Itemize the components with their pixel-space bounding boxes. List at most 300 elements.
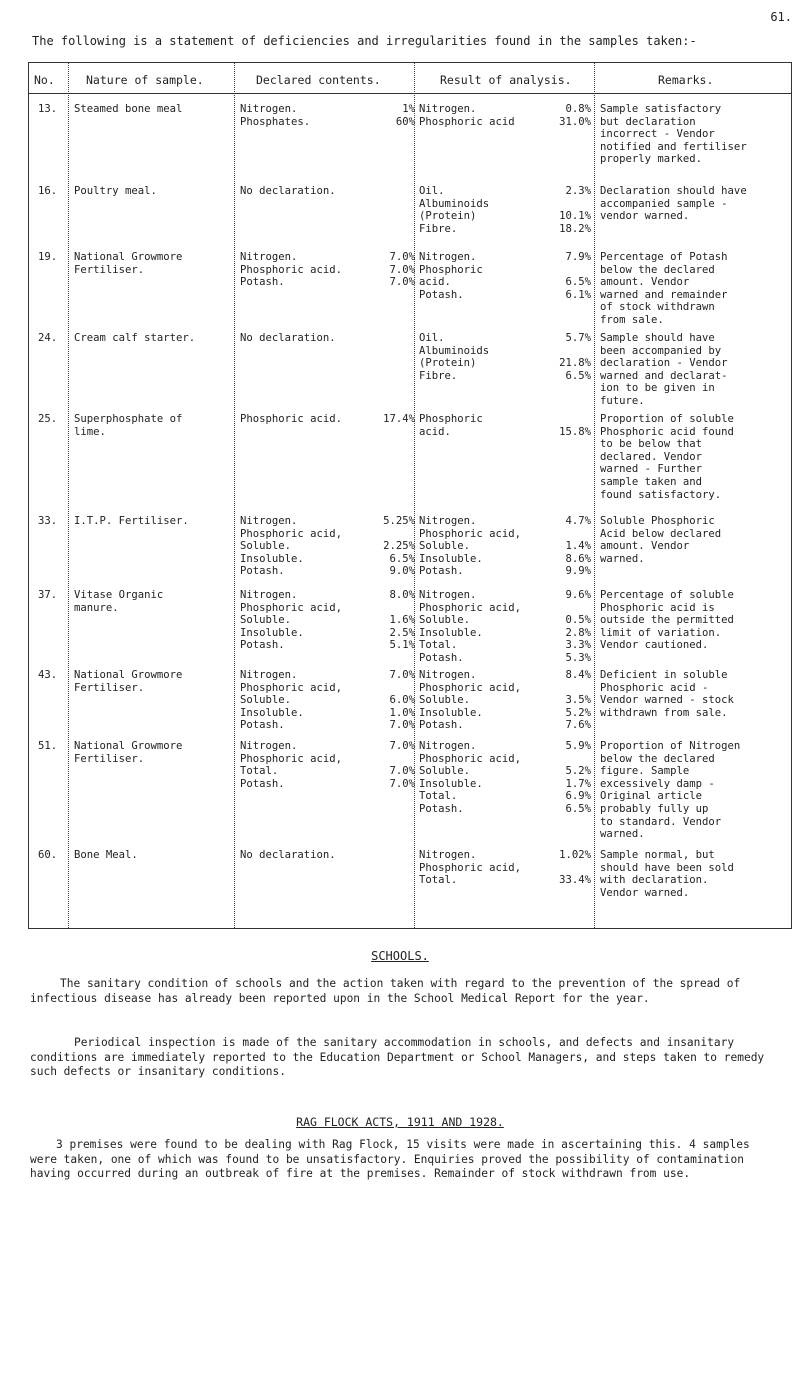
value-pair — [419, 251, 591, 264]
value-pair — [240, 753, 415, 766]
value-pair — [419, 874, 591, 887]
cell-line: warned and declarat- — [600, 369, 728, 382]
item-value: 6.5% — [565, 276, 591, 289]
cell-line: warned and remainder — [600, 288, 728, 301]
item-label: Insoluble. — [419, 706, 483, 719]
remarks — [600, 849, 790, 899]
cell-line: National Growmore — [74, 740, 183, 752]
item-value: 1.0% — [389, 706, 415, 719]
value-pair — [240, 765, 415, 778]
item-value: 2.25% — [383, 540, 415, 553]
item-value: 9.6% — [565, 589, 591, 601]
value-pair — [419, 198, 591, 211]
cell-line: Fertiliser. — [74, 681, 145, 694]
cell-line: declared. Vendor — [600, 450, 703, 463]
sample-nature — [74, 740, 234, 765]
sample-nature — [74, 185, 234, 198]
value-pair — [240, 565, 415, 578]
item-label: No declaration. — [240, 332, 336, 344]
item-value: 5.9% — [565, 740, 591, 752]
item-label: Phosphoric acid, — [419, 601, 522, 614]
value-pair — [419, 345, 591, 358]
value-pair — [419, 849, 591, 862]
item-value: 9.0% — [389, 565, 415, 578]
item-value: 8.0% — [389, 589, 415, 601]
value-pair — [240, 719, 415, 732]
declared-contents — [240, 332, 415, 345]
analysis-result — [419, 515, 591, 578]
item-label: Phosphoric — [419, 263, 483, 276]
sample-nature — [74, 103, 234, 116]
item-label: Insoluble. — [240, 626, 304, 639]
value-pair — [419, 426, 591, 439]
cell-line: declaration - Vendor — [600, 357, 728, 370]
item-label: Nitrogen. — [240, 589, 298, 601]
cell-line: vendor warned. — [600, 210, 690, 223]
cell-line: Deficient in soluble — [600, 669, 728, 681]
sample-number: 37. — [38, 589, 58, 601]
declared-contents — [240, 740, 415, 790]
value-pair — [240, 515, 415, 528]
remarks — [600, 251, 790, 327]
remarks — [600, 413, 790, 501]
value-pair — [419, 790, 591, 803]
cell-line: Phosphoric acid found — [600, 425, 734, 438]
value-pair — [240, 264, 415, 277]
cell-line: incorrect - Vendor — [600, 128, 715, 141]
item-label: Nitrogen. — [240, 103, 298, 115]
samples-table — [28, 62, 792, 929]
cell-line: future. — [600, 394, 645, 407]
value-pair — [419, 589, 591, 602]
sample-number: 60. — [38, 849, 58, 861]
cell-line: found satisfactory. — [600, 488, 722, 501]
item-label: Phosphoric acid. — [240, 413, 343, 425]
item-value: 15.8% — [559, 425, 591, 438]
item-value: 7.0% — [389, 251, 415, 263]
declared-contents — [240, 589, 415, 652]
value-pair — [240, 528, 415, 541]
item-value: 5.2% — [565, 706, 591, 719]
value-pair — [240, 639, 415, 652]
item-value: 3.5% — [565, 694, 591, 707]
item-value: 5.25% — [383, 515, 415, 527]
sample-number: 33. — [38, 515, 58, 527]
value-pair — [419, 264, 591, 277]
cell-line: notified and fertiliser — [600, 140, 747, 153]
sample-number: 13. — [38, 103, 58, 115]
value-pair — [419, 528, 591, 541]
value-pair — [240, 103, 415, 116]
analysis-result — [419, 185, 591, 235]
cell-line: manure. — [74, 601, 119, 614]
analysis-result — [419, 332, 591, 382]
item-label: Total. — [419, 639, 458, 652]
cell-line: limit of variation. — [600, 626, 722, 639]
value-pair — [419, 332, 591, 345]
cell-line: warned. — [600, 828, 645, 841]
item-label: Soluble. — [240, 694, 292, 707]
cell-line: accompanied sample - — [600, 197, 728, 210]
value-pair — [240, 614, 415, 627]
header-no: No. — [34, 73, 55, 87]
cell-line: Soluble Phosphoric — [600, 515, 715, 527]
sample-number: 43. — [38, 669, 58, 681]
value-pair — [240, 694, 415, 707]
analysis-result — [419, 849, 591, 887]
item-value: 7.9% — [565, 251, 591, 263]
item-label: Phosphates. — [240, 115, 311, 128]
item-label: Oil. — [419, 332, 445, 344]
item-label: Total. — [240, 765, 279, 778]
header-rule — [28, 93, 792, 94]
value-pair — [419, 803, 591, 816]
header-declared: Declared contents. — [256, 73, 381, 87]
item-label: Potash. — [419, 719, 464, 732]
item-value: 7.0% — [389, 719, 415, 732]
cell-line: Vendor cautioned. — [600, 639, 709, 652]
item-label: Fibre. — [419, 369, 458, 382]
item-value: 6.9% — [565, 790, 591, 803]
item-value: 8.4% — [565, 669, 591, 681]
sample-nature — [74, 589, 234, 614]
analysis-result — [419, 413, 591, 438]
item-label: Insoluble. — [419, 552, 483, 565]
sample-number: 16. — [38, 185, 58, 197]
item-value: 6.5% — [389, 552, 415, 565]
value-pair — [240, 682, 415, 695]
remarks — [600, 332, 790, 408]
item-label: No declaration. — [240, 185, 336, 197]
cell-line: amount. Vendor — [600, 540, 690, 553]
declared-contents — [240, 251, 415, 289]
sample-nature — [74, 332, 234, 345]
value-pair — [240, 849, 415, 862]
item-label: Phosphoric acid. — [240, 263, 343, 276]
cell-line: Sample satisfactory — [600, 103, 722, 115]
item-value: 1% — [402, 103, 415, 115]
item-label: acid. — [419, 276, 451, 289]
sample-nature — [74, 251, 234, 276]
value-pair — [419, 223, 591, 236]
cell-line: Steamed bone meal — [74, 103, 183, 115]
declared-contents — [240, 669, 415, 732]
item-value: 5.7% — [565, 332, 591, 344]
value-pair — [419, 413, 591, 426]
cell-line: Acid below declared — [600, 527, 722, 540]
item-value: 17.4% — [383, 413, 415, 425]
value-pair — [419, 553, 591, 566]
value-pair — [419, 719, 591, 732]
cell-line: Phosphoric acid is — [600, 601, 715, 614]
item-label: Nitrogen. — [419, 669, 477, 681]
cell-line: I.T.P. Fertiliser. — [74, 515, 189, 527]
value-pair — [240, 116, 415, 129]
item-value: 2.5% — [389, 626, 415, 639]
cell-line: Vendor warned. — [600, 886, 690, 899]
item-label: Potash. — [419, 565, 464, 578]
cell-line: to standard. Vendor — [600, 815, 722, 828]
item-label: Phosphoric acid, — [240, 681, 343, 694]
value-pair — [419, 276, 591, 289]
value-pair — [240, 707, 415, 720]
item-value: 5.3% — [565, 651, 591, 664]
cell-line: withdrawn from sale. — [600, 706, 728, 719]
item-value: 6.1% — [565, 288, 591, 301]
item-label: Soluble. — [419, 614, 471, 627]
schools-heading: SCHOOLS. — [371, 949, 429, 963]
item-label: (Protein) — [419, 357, 477, 370]
item-label: Nitrogen. — [419, 849, 477, 861]
item-label: Total. — [419, 790, 458, 803]
cell-line: ion to be given in — [600, 382, 715, 395]
value-pair — [419, 602, 591, 615]
declared-contents — [240, 103, 415, 128]
cell-line: properly marked. — [600, 153, 703, 166]
cell-line: below the declared — [600, 263, 715, 276]
sample-number: 24. — [38, 332, 58, 344]
item-label: Nitrogen. — [419, 589, 477, 601]
header-result: Result of analysis. — [440, 73, 572, 87]
item-label: Phosphoric — [419, 413, 483, 425]
item-value: 6.5% — [565, 369, 591, 382]
sample-nature — [74, 515, 234, 528]
item-label: Nitrogen. — [240, 515, 298, 527]
item-label: Soluble. — [240, 540, 292, 553]
rag-flock-paragraph: 3 premises were found to be dealing with Rag Flock, 15 visits were made in ascertaining this. 4 samples were taken, one of which was found to be unsatisfactory. Enquiries proved the possibility of contamination having occurred during an outbreak of fire at the premises. Remainder of stock withdrawn from use. — [30, 1138, 750, 1180]
item-label: Total. — [419, 874, 458, 887]
item-label: Phosphoric acid, — [419, 527, 522, 540]
item-value: 7.6% — [565, 719, 591, 732]
item-label: Potash. — [240, 276, 285, 289]
column-divider — [234, 63, 235, 928]
item-label: Phosphoric acid, — [240, 752, 343, 765]
item-label: Soluble. — [419, 765, 471, 778]
item-label: Potash. — [419, 802, 464, 815]
item-value: 1.6% — [389, 614, 415, 627]
value-pair — [240, 276, 415, 289]
value-pair — [419, 652, 591, 665]
item-label: Phosphoric acid, — [419, 681, 522, 694]
remarks — [600, 103, 790, 166]
cell-line: should have been sold — [600, 861, 734, 874]
item-value: 7.0% — [389, 740, 415, 752]
value-pair — [240, 553, 415, 566]
declared-contents — [240, 185, 415, 198]
item-value: 10.1% — [559, 210, 591, 223]
cell-line: amount. Vendor — [600, 276, 690, 289]
item-label: Soluble. — [419, 694, 471, 707]
column-divider — [594, 63, 595, 928]
cell-line: Sample normal, but — [600, 849, 715, 861]
item-label: Insoluble. — [240, 552, 304, 565]
item-label: Potash. — [240, 719, 285, 732]
item-value: 18.2% — [559, 222, 591, 235]
declared-contents — [240, 413, 415, 426]
value-pair — [419, 778, 591, 791]
item-label: Phosphoric acid, — [419, 861, 522, 874]
cell-line: with declaration. — [600, 874, 709, 887]
item-label: Nitrogen. — [419, 515, 477, 527]
item-value: 0.5% — [565, 614, 591, 627]
item-value: 21.8% — [559, 357, 591, 370]
item-label: No declaration. — [240, 849, 336, 861]
item-label: Potash. — [240, 565, 285, 578]
item-value: 7.0% — [389, 777, 415, 790]
remarks — [600, 185, 790, 223]
cell-line: from sale. — [600, 313, 664, 326]
cell-line: been accompanied by — [600, 344, 722, 357]
sample-number: 51. — [38, 740, 58, 752]
item-label: Insoluble. — [419, 626, 483, 639]
cell-line: excessively damp - — [600, 777, 715, 790]
item-label: acid. — [419, 425, 451, 438]
cell-line: Declaration should have — [600, 185, 747, 197]
sample-number: 19. — [38, 251, 58, 263]
item-value: 0.8% — [565, 103, 591, 115]
item-label: Phosphoric acid, — [240, 527, 343, 540]
item-value: 1.7% — [565, 777, 591, 790]
item-label: Potash. — [419, 651, 464, 664]
item-label: Albuminoids — [419, 197, 490, 210]
cell-line: Superphosphate of — [74, 413, 183, 425]
item-value: 1.4% — [565, 540, 591, 553]
remarks — [600, 740, 790, 841]
value-pair — [419, 707, 591, 720]
cell-line: Fertiliser. — [74, 263, 145, 276]
remarks — [600, 515, 790, 565]
value-pair — [419, 694, 591, 707]
cell-line: Vendor warned - stock — [600, 694, 734, 707]
value-pair — [419, 116, 591, 129]
item-value: 33.4% — [559, 874, 591, 887]
cell-line: warned - Further — [600, 463, 703, 476]
value-pair — [419, 565, 591, 578]
analysis-result — [419, 740, 591, 816]
value-pair — [419, 614, 591, 627]
cell-line: Phosphoric acid - — [600, 681, 709, 694]
item-label: Phosphoric acid, — [240, 601, 343, 614]
item-value: 7.0% — [389, 765, 415, 778]
value-pair — [419, 639, 591, 652]
value-pair — [419, 753, 591, 766]
cell-line: Sample should have — [600, 332, 715, 344]
item-label: Potash. — [240, 777, 285, 790]
sample-nature — [74, 413, 234, 438]
item-label: Nitrogen. — [419, 103, 477, 115]
cell-line: Proportion of soluble — [600, 413, 734, 425]
value-pair — [240, 540, 415, 553]
cell-line: Poultry meal. — [74, 185, 157, 197]
schools-paragraph-1: The sanitary condition of schools and the action taken with regard to the prevention of the spread of infectious disease has already been reported upon in the School Medical Report for the year. — [30, 977, 741, 1005]
value-pair — [419, 682, 591, 695]
value-pair — [240, 251, 415, 264]
analysis-result — [419, 669, 591, 732]
cell-line: Proportion of Nitrogen — [600, 740, 741, 752]
sample-nature — [74, 849, 234, 862]
table-border-left — [28, 63, 29, 928]
item-value: 31.0% — [559, 115, 591, 128]
cell-line: Vitase Organic — [74, 589, 164, 601]
cell-line: below the declared — [600, 752, 715, 765]
declared-contents — [240, 515, 415, 578]
value-pair — [419, 765, 591, 778]
value-pair — [240, 589, 415, 602]
value-pair — [419, 740, 591, 753]
value-pair — [240, 332, 415, 345]
item-value: 5.1% — [389, 639, 415, 652]
cell-line: to be below that — [600, 438, 703, 451]
cell-line: sample taken and — [600, 475, 703, 488]
item-label: (Protein) — [419, 210, 477, 223]
analysis-result — [419, 589, 591, 665]
value-pair — [419, 370, 591, 383]
item-value: 9.9% — [565, 565, 591, 578]
item-label: Potash. — [419, 288, 464, 301]
item-label: Soluble. — [419, 540, 471, 553]
value-pair — [419, 210, 591, 223]
item-value: 5.2% — [565, 765, 591, 778]
item-label: Nitrogen. — [419, 251, 477, 263]
remarks — [600, 589, 790, 652]
column-divider — [68, 63, 69, 928]
cell-line: Percentage of Potash — [600, 251, 728, 263]
value-pair — [419, 289, 591, 302]
item-label: Fibre. — [419, 222, 458, 235]
value-pair — [419, 540, 591, 553]
item-value: 60% — [395, 115, 415, 128]
value-pair — [419, 627, 591, 640]
declared-contents — [240, 849, 415, 862]
value-pair — [240, 185, 415, 198]
value-pair — [419, 669, 591, 682]
cell-line: outside the permitted — [600, 614, 734, 627]
value-pair — [419, 103, 591, 116]
item-label: Potash. — [240, 639, 285, 652]
rag-flock-heading: RAG FLOCK ACTS, 1911 AND 1928. — [296, 1115, 504, 1129]
page-number: 61. — [770, 10, 792, 24]
cell-line: Bone Meal. — [74, 849, 138, 861]
intro-text: The following is a statement of deficiencies and irregularities found in the samples taken:- — [32, 34, 697, 48]
analysis-result — [419, 103, 591, 128]
cell-line: lime. — [74, 425, 106, 438]
cell-line: but declaration — [600, 115, 696, 128]
item-value: 6.5% — [565, 802, 591, 815]
item-value: 2.3% — [565, 185, 591, 197]
sample-number: 25. — [38, 413, 58, 425]
value-pair — [240, 602, 415, 615]
analysis-result — [419, 251, 591, 301]
item-label: Soluble. — [240, 614, 292, 627]
value-pair — [240, 413, 415, 426]
value-pair — [419, 862, 591, 875]
cell-line: Cream calf starter. — [74, 332, 196, 344]
item-label: Nitrogen. — [419, 740, 477, 752]
item-label: Nitrogen. — [240, 740, 298, 752]
item-label: Insoluble. — [419, 777, 483, 790]
item-value: 7.0% — [389, 276, 415, 289]
cell-line: of stock withdrawn — [600, 301, 715, 314]
value-pair — [240, 778, 415, 791]
value-pair — [240, 669, 415, 682]
table-border-right — [791, 63, 792, 928]
item-value: 2.8% — [565, 626, 591, 639]
item-label: Nitrogen. — [240, 669, 298, 681]
value-pair — [419, 185, 591, 198]
item-value: 7.0% — [389, 263, 415, 276]
remarks — [600, 669, 790, 719]
value-pair — [419, 357, 591, 370]
